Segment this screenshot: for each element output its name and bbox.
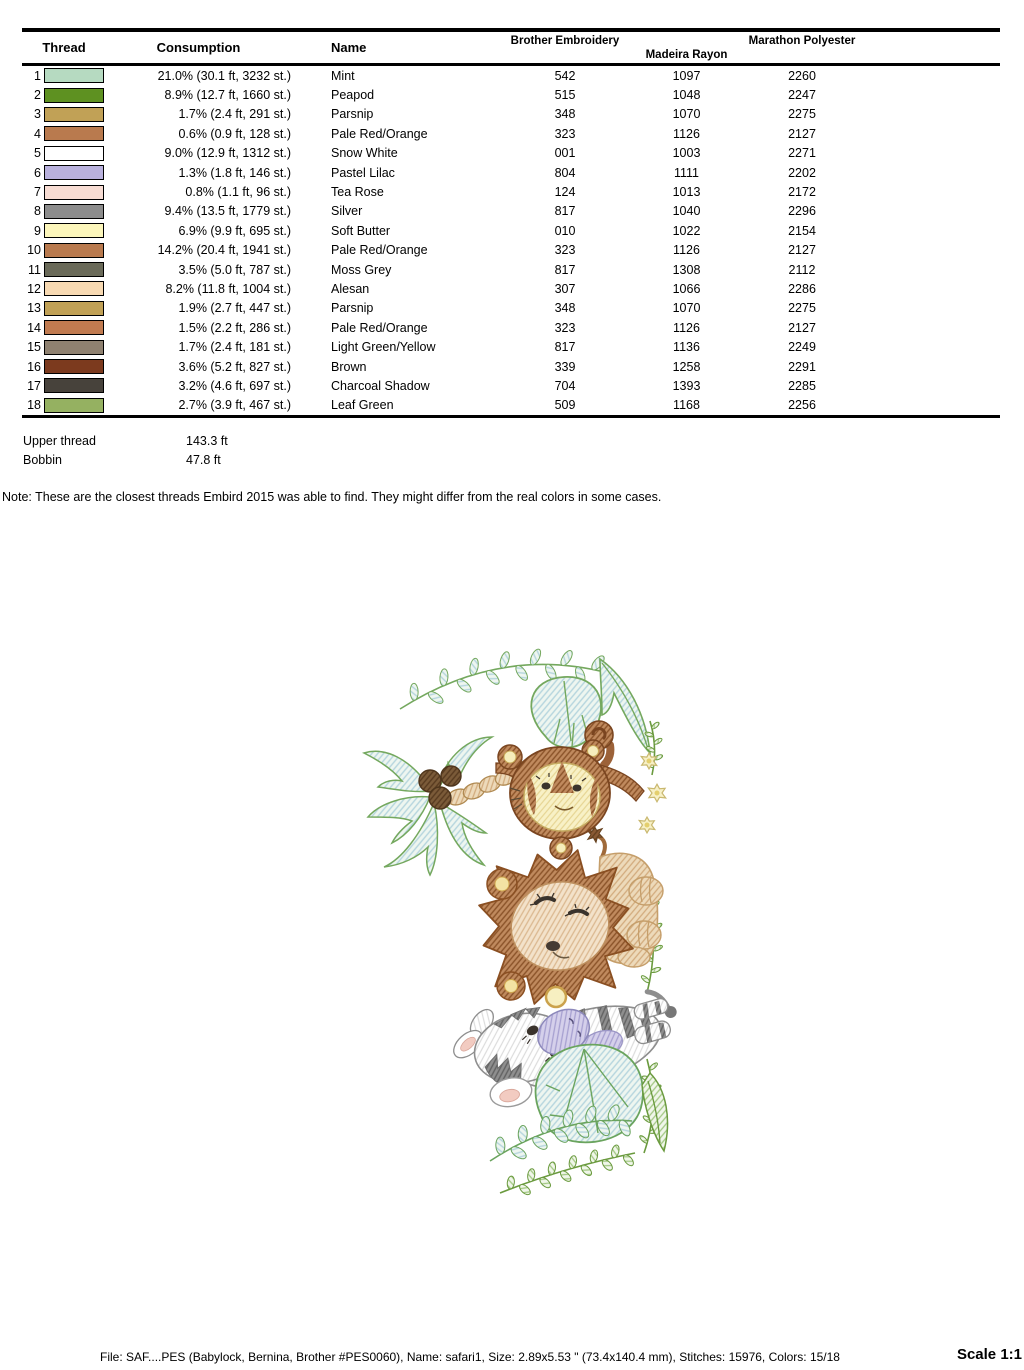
thread-name-cell: Pale Red/Orange bbox=[331, 320, 428, 335]
thread-color-swatch bbox=[44, 320, 104, 335]
consumption-cell: 9.4% (13.5 ft, 1779 st.) bbox=[164, 204, 291, 219]
bobbin-value: 47.8 ft bbox=[186, 453, 221, 467]
thread-number: 15 bbox=[27, 340, 41, 355]
brother-code-cell: 348 bbox=[554, 107, 576, 122]
upper-thread-row bbox=[23, 432, 228, 451]
madeira-code-cell: 1168 bbox=[673, 398, 700, 413]
scale-label: Scale 1:1 bbox=[956, 1346, 1022, 1363]
brother-code-cell: 010 bbox=[554, 223, 576, 238]
table-row bbox=[22, 396, 1000, 415]
marathon-code-cell: 2260 bbox=[788, 68, 816, 83]
madeira-code-cell: 1126 bbox=[673, 126, 700, 141]
consumption-cell: 1.7% (2.4 ft, 291 st.) bbox=[178, 107, 291, 122]
marathon-code-cell: 2285 bbox=[788, 378, 816, 393]
consumption-cell: 1.5% (2.2 ft, 286 st.) bbox=[178, 320, 291, 335]
consumption-cell: 3.2% (4.6 ft, 697 st.) bbox=[178, 378, 291, 393]
table-row bbox=[22, 318, 1000, 337]
thread-number: 9 bbox=[34, 223, 41, 238]
note-text: Note: These are the closest threads Embird 2015 was able to find. They might differ from the real colors in some cases. bbox=[2, 490, 662, 504]
thread-number: 3 bbox=[34, 107, 41, 122]
thread-number: 14 bbox=[27, 320, 41, 335]
madeira-code-cell: 1097 bbox=[672, 68, 701, 83]
marathon-code-cell: 2127 bbox=[788, 243, 816, 258]
table-row bbox=[22, 337, 1000, 356]
brother-code-cell: 001 bbox=[554, 146, 576, 161]
thread-color-swatch bbox=[44, 340, 104, 355]
thread-color-swatch bbox=[44, 107, 104, 122]
marathon-code-cell: 2154 bbox=[788, 223, 816, 238]
marathon-code-cell: 2275 bbox=[788, 301, 816, 316]
consumption-cell: 3.6% (5.2 ft, 827 st.) bbox=[178, 359, 291, 374]
col-header-marathon: Marathon Polyester bbox=[748, 35, 856, 47]
table-body bbox=[22, 66, 1000, 415]
thread-number: 16 bbox=[27, 359, 41, 374]
consumption-cell: 1.9% (2.7 ft, 447 st.) bbox=[178, 301, 291, 316]
thread-color-swatch bbox=[44, 204, 104, 219]
upper-thread-label: Upper thread bbox=[23, 434, 96, 448]
thread-name-cell: Soft Butter bbox=[331, 223, 391, 238]
brother-code-cell: 323 bbox=[554, 126, 576, 141]
col-header-name: Name bbox=[331, 40, 367, 55]
madeira-code-cell: 1126 bbox=[673, 320, 700, 335]
madeira-code-cell: 1003 bbox=[672, 146, 701, 161]
table-row bbox=[22, 260, 1000, 279]
brother-code-cell: 323 bbox=[554, 320, 576, 335]
marathon-code-cell: 2127 bbox=[788, 320, 816, 335]
table-row bbox=[22, 85, 1000, 104]
thread-name-cell: Pale Red/Orange bbox=[331, 243, 428, 258]
madeira-code-cell: 1040 bbox=[672, 204, 701, 219]
thread-color-swatch bbox=[44, 243, 104, 258]
thread-name-cell: Parsnip bbox=[331, 301, 374, 316]
thread-number: 6 bbox=[34, 165, 41, 180]
consumption-cell: 1.3% (1.8 ft, 146 st.) bbox=[178, 165, 291, 180]
thread-color-swatch bbox=[44, 223, 104, 238]
thread-name-cell: Pale Red/Orange bbox=[331, 126, 428, 141]
table-row bbox=[22, 144, 1000, 163]
consumption-cell: 0.6% (0.9 ft, 128 st.) bbox=[178, 126, 291, 141]
madeira-code-cell: 1136 bbox=[673, 340, 700, 355]
consumption-cell: 3.5% (5.0 ft, 787 st.) bbox=[178, 262, 291, 277]
madeira-code-cell: 1022 bbox=[672, 223, 701, 238]
thread-color-swatch bbox=[44, 165, 104, 180]
thread-color-swatch bbox=[44, 262, 104, 277]
col-header-madeira: Madeira Rayon bbox=[645, 49, 728, 61]
thread-name-cell: Brown bbox=[331, 359, 367, 374]
consumption-cell: 2.7% (3.9 ft, 467 st.) bbox=[178, 398, 291, 413]
table-row bbox=[22, 105, 1000, 124]
madeira-code-cell: 1048 bbox=[672, 88, 701, 103]
table-row bbox=[22, 163, 1000, 182]
madeira-code-cell: 1393 bbox=[672, 378, 701, 393]
thread-number: 4 bbox=[34, 126, 41, 141]
brother-code-cell: 817 bbox=[554, 340, 576, 355]
thread-number: 18 bbox=[27, 398, 41, 413]
marathon-code-cell: 2275 bbox=[788, 107, 816, 122]
marathon-code-cell: 2291 bbox=[788, 359, 816, 374]
marathon-code-cell: 2256 bbox=[788, 398, 816, 413]
madeira-code-cell: 1111 bbox=[673, 165, 700, 180]
consumption-cell: 8.9% (12.7 ft, 1660 st.) bbox=[164, 88, 291, 103]
marathon-code-cell: 2286 bbox=[788, 281, 816, 296]
consumption-cell: 1.7% (2.4 ft, 181 st.) bbox=[178, 340, 291, 355]
thread-number: 13 bbox=[27, 301, 41, 316]
thread-name-cell: Moss Grey bbox=[331, 262, 392, 277]
brother-code-cell: 323 bbox=[554, 243, 576, 258]
madeira-code-cell: 1126 bbox=[673, 243, 700, 258]
marathon-code-cell: 2127 bbox=[788, 126, 816, 141]
madeira-code-cell: 1013 bbox=[672, 185, 701, 200]
brother-code-cell: 348 bbox=[554, 301, 576, 316]
table-row bbox=[22, 357, 1000, 376]
bobbin-row bbox=[23, 451, 228, 470]
thread-number: 1 bbox=[34, 68, 41, 83]
table-row bbox=[22, 376, 1000, 395]
brother-code-cell: 307 bbox=[554, 281, 576, 296]
thread-color-swatch bbox=[44, 126, 104, 141]
marathon-code-cell: 2112 bbox=[788, 262, 816, 277]
thread-name-cell: Snow White bbox=[331, 146, 398, 161]
thread-name-cell: Peapod bbox=[331, 88, 375, 103]
table-row bbox=[22, 182, 1000, 201]
consumption-cell: 8.2% (11.8 ft, 1004 st.) bbox=[165, 281, 291, 296]
madeira-code-cell: 1258 bbox=[672, 359, 701, 374]
thread-color-swatch bbox=[44, 359, 104, 374]
consumption-cell: 9.0% (12.9 ft, 1312 st.) bbox=[164, 146, 291, 161]
design-preview bbox=[350, 645, 745, 1220]
brother-code-cell: 817 bbox=[554, 262, 576, 277]
thread-color-swatch bbox=[44, 185, 104, 200]
madeira-code-cell: 1070 bbox=[672, 107, 701, 122]
thread-table bbox=[22, 28, 1000, 418]
marathon-code-cell: 2296 bbox=[788, 204, 816, 219]
marathon-code-cell: 2247 bbox=[788, 88, 816, 103]
thread-color-swatch bbox=[44, 398, 104, 413]
bobbin-label: Bobbin bbox=[23, 453, 62, 467]
table-bottom-rule bbox=[22, 415, 1000, 418]
marathon-code-cell: 2249 bbox=[788, 340, 816, 355]
thread-number: 17 bbox=[27, 378, 41, 393]
thread-number: 12 bbox=[27, 281, 41, 296]
thread-name-cell: Leaf Green bbox=[331, 398, 394, 413]
table-row bbox=[22, 66, 1000, 85]
consumption-cell: 21.0% (30.1 ft, 3232 st.) bbox=[157, 68, 291, 83]
thread-summary bbox=[23, 432, 228, 470]
thread-name-cell: Charcoal Shadow bbox=[331, 378, 430, 393]
thread-color-swatch bbox=[44, 68, 104, 83]
table-row bbox=[22, 241, 1000, 260]
thread-color-swatch bbox=[44, 378, 104, 393]
brother-code-cell: 704 bbox=[554, 378, 576, 393]
brother-code-cell: 804 bbox=[554, 165, 576, 180]
brother-code-cell: 124 bbox=[554, 185, 576, 200]
consumption-cell: 0.8% (1.1 ft, 96 st.) bbox=[185, 185, 291, 200]
marathon-code-cell: 2172 bbox=[788, 185, 816, 200]
thread-number: 10 bbox=[27, 243, 41, 258]
thread-number: 2 bbox=[34, 88, 41, 103]
marathon-code-cell: 2271 bbox=[788, 146, 816, 161]
table-header-row bbox=[22, 32, 1000, 63]
thread-number: 8 bbox=[34, 204, 41, 219]
thread-name-cell: Parsnip bbox=[331, 107, 374, 122]
table-row bbox=[22, 221, 1000, 240]
thread-color-swatch bbox=[44, 146, 104, 161]
madeira-code-cell: 1070 bbox=[672, 301, 701, 316]
col-header-consumption: Consumption bbox=[156, 40, 241, 55]
upper-thread-value: 143.3 ft bbox=[186, 434, 228, 448]
madeira-code-cell: 1308 bbox=[672, 262, 701, 277]
brother-code-cell: 542 bbox=[554, 68, 576, 83]
brother-code-cell: 509 bbox=[554, 398, 576, 413]
thread-name-cell: Alesan bbox=[331, 281, 370, 296]
thread-color-swatch bbox=[44, 88, 104, 103]
thread-name-cell: Light Green/Yellow bbox=[331, 340, 436, 355]
table-row bbox=[22, 279, 1000, 298]
consumption-cell: 6.9% (9.9 ft, 695 st.) bbox=[178, 223, 291, 238]
thread-name-cell: Silver bbox=[331, 204, 363, 219]
col-header-brother: Brother Embroidery bbox=[510, 35, 620, 47]
thread-number: 5 bbox=[34, 146, 41, 161]
table-row bbox=[22, 202, 1000, 221]
col-header-thread: Thread bbox=[42, 40, 86, 55]
file-info: File: SAF....PES (Babylock, Bernina, Brother #PES0060), Name: safari1, Size: 2.89x5.53 " (73.4x140.4 mm), Stitches: 15976, Colors: 15/18 bbox=[100, 1350, 840, 1364]
brother-code-cell: 817 bbox=[554, 204, 576, 219]
thread-number: 7 bbox=[34, 185, 41, 200]
thread-name-cell: Pastel Lilac bbox=[331, 165, 395, 180]
brother-code-cell: 515 bbox=[554, 88, 576, 103]
footer bbox=[0, 1346, 1024, 1368]
thread-name-cell: Mint bbox=[331, 68, 355, 83]
thread-name-cell: Tea Rose bbox=[331, 185, 384, 200]
brother-code-cell: 339 bbox=[554, 359, 576, 374]
lion-head bbox=[479, 850, 633, 1007]
madeira-code-cell: 1066 bbox=[672, 281, 701, 296]
table-row bbox=[22, 124, 1000, 143]
design-svg bbox=[350, 645, 745, 1220]
marathon-code-cell: 2202 bbox=[788, 165, 816, 180]
table-row bbox=[22, 299, 1000, 318]
thread-color-swatch bbox=[44, 281, 104, 296]
consumption-cell: 14.2% (20.4 ft, 1941 st.) bbox=[157, 243, 291, 258]
thread-number: 11 bbox=[28, 262, 41, 277]
thread-color-swatch bbox=[44, 301, 104, 316]
